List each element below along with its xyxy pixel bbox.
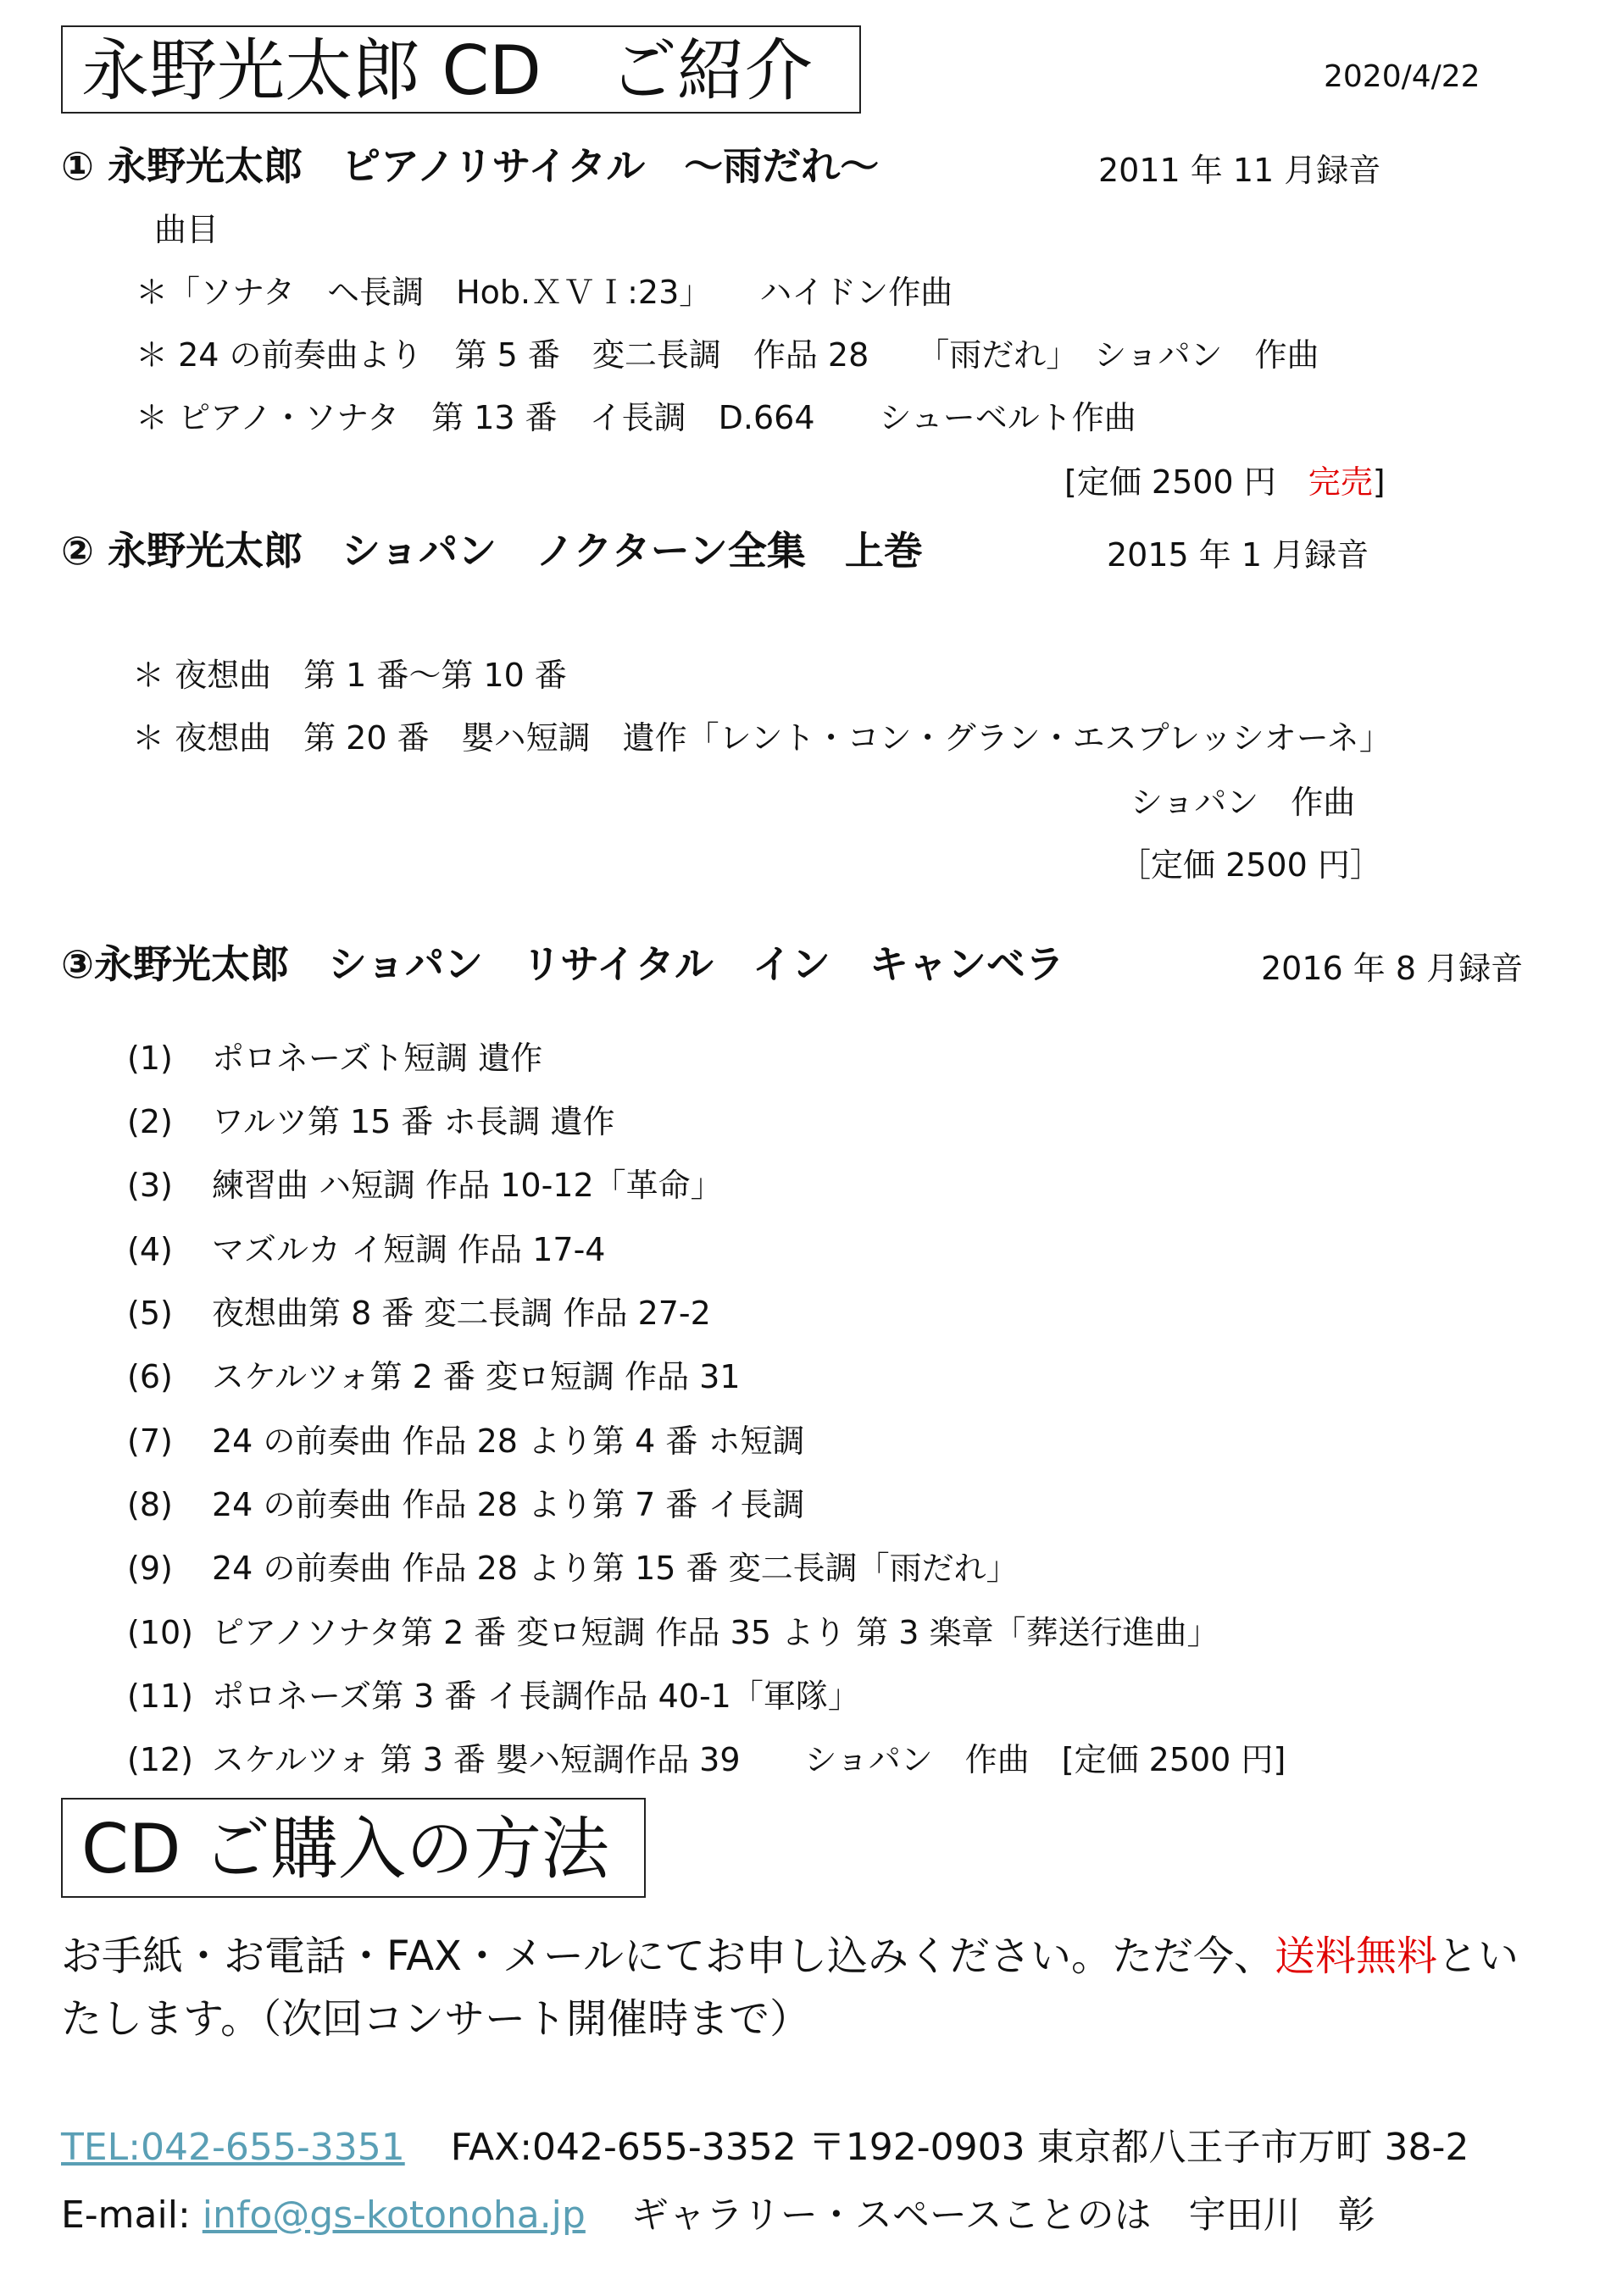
cd3-track [127, 1350, 741, 1397]
page-title: 永野光太郎 CD ご紹介 [61, 25, 861, 114]
cd3-track [127, 1733, 1286, 1780]
track-title: 夜想曲第 8 番 変二長調 作品 27-2 [212, 1295, 711, 1332]
track-title: スケルツォ 第 3 番 嬰ハ短調作品 39 ショパン 作曲 [定価 2500 円] [212, 1741, 1286, 1778]
purchase-text: お手紙・お電話・FAX・メールにてお申し込みください。ただ今、 [61, 1933, 1275, 1980]
track-number: (5) [127, 1295, 173, 1332]
cd1-number: ① [61, 143, 94, 189]
purchase-line1 [61, 1923, 1519, 1982]
sold-out-label: 完売 [1308, 463, 1373, 501]
track-number: (2) [127, 1103, 173, 1140]
cd3-recorded: 2016 年 8 月録音 [1261, 950, 1524, 987]
cd2-price: ［定価 2500 円］ [1119, 846, 1382, 884]
cd2-title: 永野光太郎 ショパン ノクターン全集 上巻 [107, 528, 923, 574]
cd3-heading [61, 934, 1064, 990]
track-title: 24 の前奏曲 作品 28 より第 4 番 ホ短調 [212, 1423, 805, 1460]
cd1-track: ＊ ピアノ・ソナタ 第 13 番 イ長調 D.664 シューベルト作曲 [136, 399, 1136, 436]
cd1-price [1064, 456, 1386, 502]
cd3-track [127, 1032, 542, 1079]
cd1-price-close: ] [1372, 463, 1386, 501]
cd2-number: ② [61, 528, 94, 574]
cd2-heading [61, 520, 923, 576]
track-title: ピアノソナタ第 2 番 変ロ短調 作品 35 より 第 3 楽章「葬送行進曲」 [212, 1614, 1219, 1651]
contact-line2 [61, 2184, 1375, 2238]
track-title: スケルツォ第 2 番 変ロ短調 作品 31 [212, 1358, 741, 1395]
track-title: 24 の前奏曲 作品 28 より第 15 番 変二長調「雨だれ」 [212, 1550, 1019, 1587]
track-number: (11) [127, 1678, 194, 1715]
cd1-title: 永野光太郎 ピアノリサイタル ～雨だれ～ [107, 143, 880, 189]
cd3-title: 永野光太郎 ショパン リサイタル イン キャンベラ [93, 941, 1064, 987]
cd2-track: ＊ 夜想曲 第 1 番～第 10 番 [132, 657, 567, 694]
document-date: 2020/4/22 [1324, 59, 1480, 94]
cd3-track [127, 1542, 1019, 1589]
cd1-program-label: 曲目 [154, 211, 219, 248]
cd3-track [127, 1159, 723, 1206]
cd1-track: ＊「ソナタ ヘ長調 Hob.ＸＶＩ:23」 ハイドン作曲 [136, 274, 953, 311]
cd3-number: ③ [61, 941, 94, 987]
fax-address: FAX:042-655-3352 〒192-0903 東京都八王子市万町 38-2 [450, 2126, 1469, 2169]
cd2-composer: ショパン 作曲 [1130, 784, 1356, 821]
track-title: ワルツ第 15 番 ホ長調 遺作 [212, 1103, 615, 1140]
track-title: ポロネーズ第 3 番 イ長調作品 40-1「軍隊」 [212, 1678, 860, 1715]
track-title: 24 の前奏曲 作品 28 より第 7 番 イ長調 [212, 1486, 805, 1523]
cd2-recorded: 2015 年 1 月録音 [1107, 536, 1369, 574]
track-number: (10) [127, 1614, 194, 1651]
track-title: マズルカ イ短調 作品 17-4 [212, 1231, 606, 1268]
tel-link[interactable]: TEL:042-655-3351 [61, 2126, 405, 2169]
cd3-track [127, 1223, 605, 1270]
cd3-track [127, 1606, 1219, 1653]
cd1-heading [61, 136, 879, 191]
track-number: (9) [127, 1550, 173, 1587]
track-number: (6) [127, 1358, 173, 1395]
track-title: 練習曲 ハ短調 作品 10-12「革命」 [212, 1167, 723, 1204]
track-number: (1) [127, 1040, 173, 1077]
cd3-track [127, 1670, 860, 1716]
track-number: (12) [127, 1741, 194, 1778]
track-title: ポロネーズト短調 遺作 [212, 1040, 543, 1077]
purchase-title: CD ご購入の方法 [61, 1798, 646, 1898]
email-label: E-mail: [61, 2193, 191, 2237]
cd1-price-text: [定価 2500 円 [1064, 463, 1308, 501]
purchase-text-end: とい [1436, 1933, 1519, 1980]
track-number: (3) [127, 1167, 173, 1204]
free-shipping-label: 送料無料 [1274, 1933, 1437, 1980]
track-number: (8) [127, 1486, 173, 1523]
gallery-name: ギャラリー・スペースことのは 宇田川 彰 [630, 2193, 1375, 2237]
cd3-track [127, 1415, 804, 1461]
purchase-line2: たします。（次回コンサート開催時まで） [61, 1995, 811, 2043]
cd3-track [127, 1287, 711, 1334]
cd3-track [127, 1095, 615, 1142]
cd3-track [127, 1478, 804, 1525]
track-number: (4) [127, 1231, 173, 1268]
track-number: (7) [127, 1423, 173, 1460]
contact-line1 [61, 2116, 1469, 2171]
cd1-track: ＊ 24 の前奏曲より 第 5 番 変二長調 作品 28 「雨だれ」 ショパン 作曲 [136, 336, 1319, 374]
cd2-track: ＊ 夜想曲 第 20 番 嬰ハ短調 遺作「レント・コン・グラン・エスプレッシオーネ」 [132, 719, 1391, 757]
cd1-recorded: 2011 年 11 月録音 [1098, 152, 1381, 189]
email-link[interactable]: info@gs-kotonoha.jp [202, 2193, 586, 2237]
